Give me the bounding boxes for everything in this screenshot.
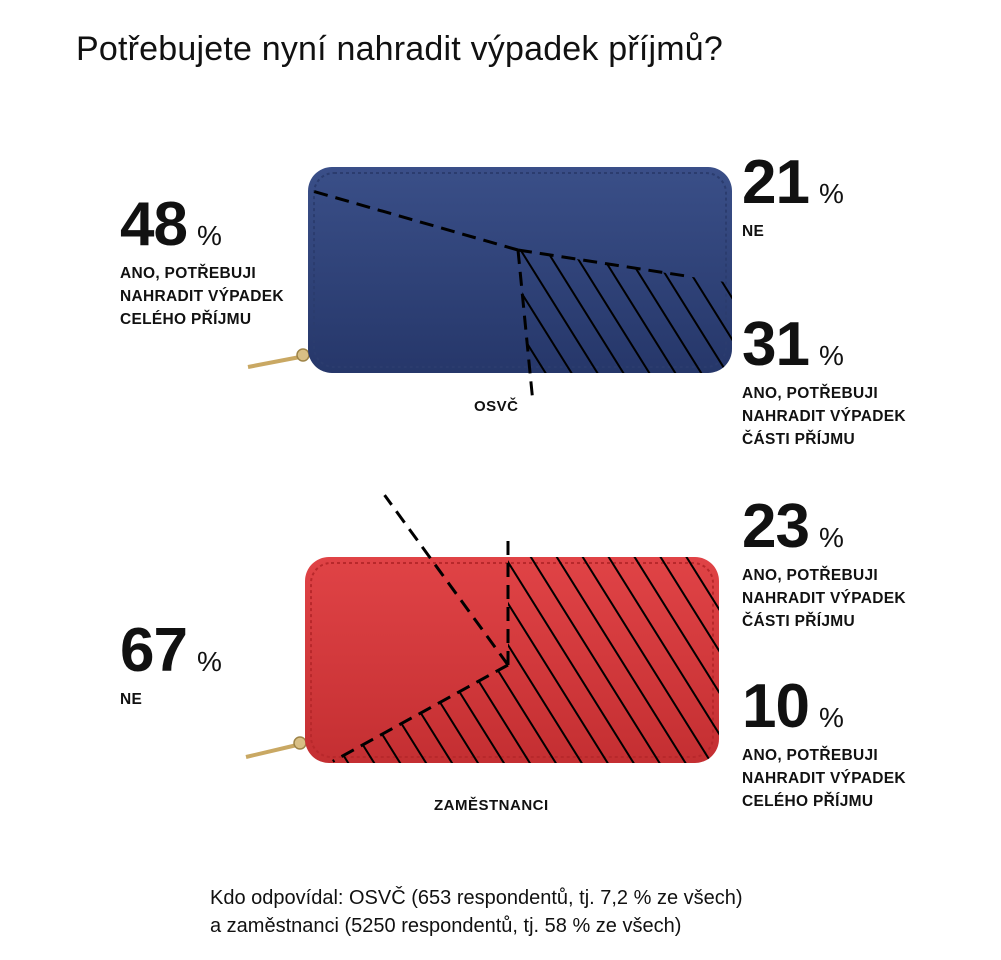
footnote: [210, 884, 743, 940]
zipper-pull: [246, 745, 297, 757]
employees-slices: [178, 335, 838, 960]
footnote-line-1: Kdo odpovídal: OSVČ (653 respondentů, tj. 7,2 % ze všech): [210, 887, 743, 909]
stat-description: NE: [742, 223, 765, 240]
stat-osvc-part: [742, 310, 906, 451]
stat-unit: %: [818, 340, 844, 371]
zipper-ring: [294, 737, 306, 749]
stat-osvc-full: [120, 190, 284, 331]
stat-value: 31: [742, 310, 809, 379]
stat-description: ANO, POTŘEBUJI NAHRADIT VÝPADEK CELÉHO PŘÍJMU: [742, 747, 906, 810]
group-label-employees: ZAMĚSTNANCI: [434, 797, 549, 814]
stat-unit: %: [818, 702, 844, 733]
stat-employees-part: [742, 492, 906, 633]
footnote-line-2: a zaměstnanci (5250 respondentů, tj. 58 % ze všech): [210, 915, 682, 937]
stat-unit: %: [196, 646, 222, 677]
stat-unit: %: [818, 522, 844, 553]
stat-value: 21: [742, 148, 809, 217]
stat-unit: %: [196, 220, 222, 251]
stat-description: ANO, POTŘEBUJI NAHRADIT VÝPADEK CELÉHO PŘÍJMU: [120, 265, 284, 328]
stat-employees-no: [120, 616, 222, 711]
stat-description: ANO, POTŘEBUJI NAHRADIT VÝPADEK ČÁSTI PŘÍJMU: [742, 567, 906, 630]
zipper-ring: [297, 349, 309, 361]
employees-wallet: [178, 335, 838, 960]
stat-unit: %: [818, 178, 844, 209]
stat-value: 48: [120, 190, 187, 259]
stat-value: 10: [742, 672, 809, 741]
stat-description: ANO, POTŘEBUJI NAHRADIT VÝPADEK ČÁSTI PŘÍJMU: [742, 385, 906, 448]
chart-title: Potřebujete nyní nahradit výpadek příjmů?: [76, 30, 724, 68]
stat-description: NE: [120, 691, 143, 708]
stat-employees-full: [742, 672, 906, 813]
group-label-osvc: OSVČ: [474, 398, 519, 415]
zipper-pull: [248, 357, 300, 367]
stat-value: 23: [742, 492, 809, 561]
stat-value: 67: [120, 616, 187, 685]
stat-osvc-no: [742, 148, 844, 243]
